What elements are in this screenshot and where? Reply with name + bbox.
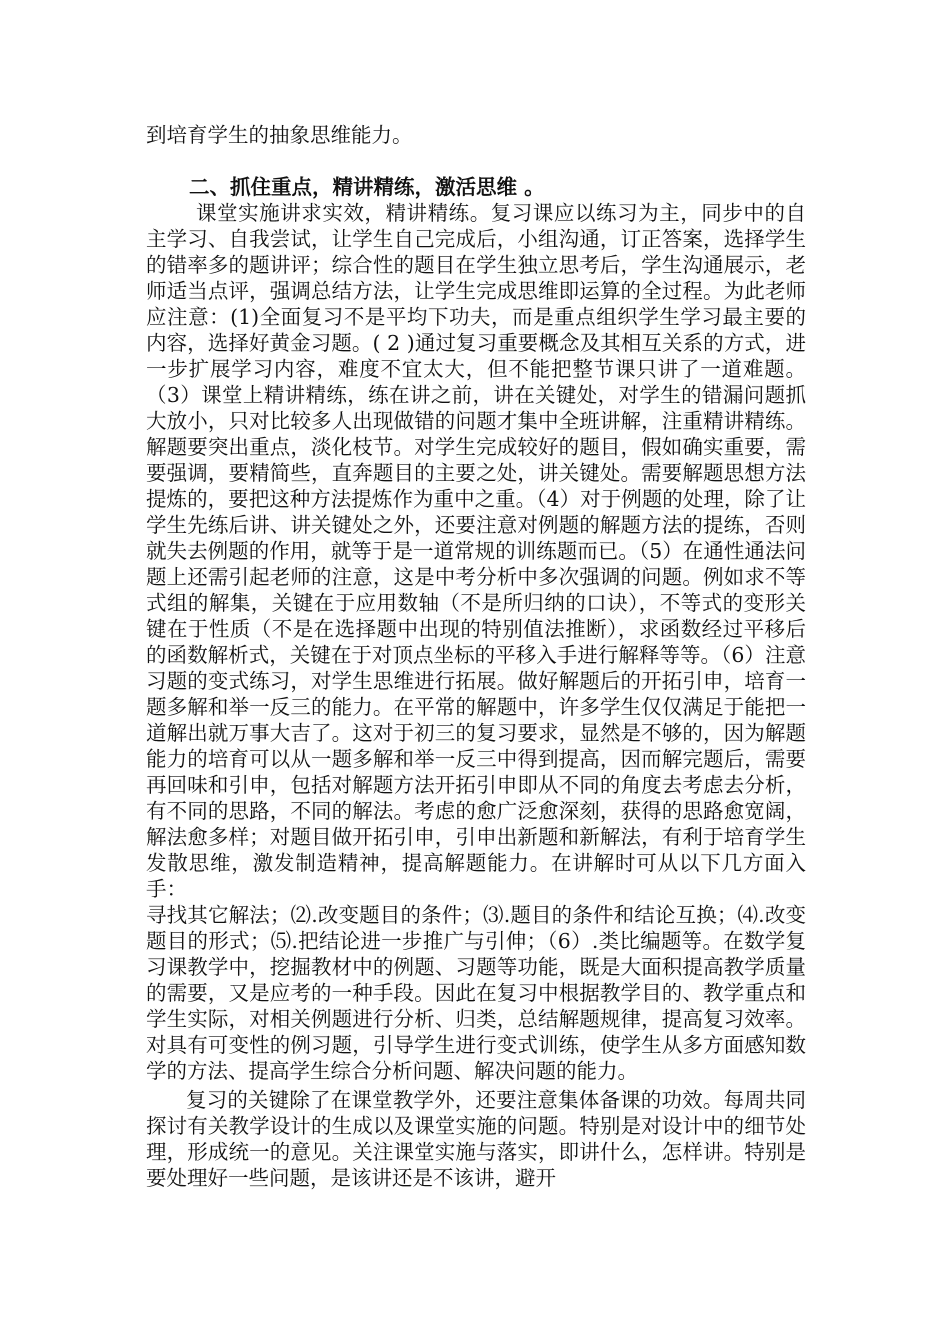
document-body	[146, 122, 806, 1191]
paragraph-1: 课堂实施讲求实效，精讲精练。复习课应以练习为主，同步中的自主学习、自我尝试，让学生自己完成后，小组沟通，订正答案，选择学生的错率多的题讲评；综合性的题目在学生独立思考后，学生沟通展示，老师适当点评，强调总结方法，让学生完成思维即运算的全过程。为此老师应注意：(1)全面复习不是平均下功夫，而是重点组织学生学习最主要的内容，选择好黄金习题。( 2 )通过复习重要概念及其相互关系的方式，进一步扩展学习内容，难度不宜太大，但不能把整节课只讲了一道难题。（3）课堂上精讲精练，练在讲之前，讲在关键处，对学生的错漏问题抓大放小，只对比较多人出现做错的问题才集中全班讲解，注重精讲精练。解题要突出重点，淡化枝节。对学生完成较好的题目，假如确实重要，需要强调，要精简些，直奔题目的主要之处，讲关键处。需要解题思想方法提炼的，要把这种方法提炼作为重中之重。（4）对于例题的处理，除了让学生先练后讲、讲关键处之外，还要注意对例题的解题方法的提练，否则就失去例题的作用，就等于是一道常规的训练题而已。（5）在通性通法问题上还需引起老师的注意，这是中考分析中多次强调的问题。例如求不等式组的解集，关键在于应用数轴（不是所归纳的口诀），不等式的变形关键在于性质（不是在选择题中出现的特别值法推断），求函数经过平移后的函数解析式，关键在于对顶点坐标的平移入手进行解释等等。（6）注意习题的变式练习，对学生思维进行拓展。做好解题后的开拓引申，培育一题多解和举一反三的能力。在平常的解题中，许多学生仅仅满足于能把一道解出就万事大吉了。这对于初三的复习要求，显然是不够的，因为解题能力的培育可以从一题多解和举一反三中得到提高，因而解完题后，需要再回味和引申，包括对解题方法开拓引申即从不同的角度去考虑去分析，有不同的思路，不同的解法。考虑的愈广泛愈深刻，获得的思路愈宽阔，解法愈多样；对题目做开拓引申，引申出新题和新解法，有利于培育学生发散思维，激发制造精神，提高解题能力。在讲解时可从以下几方面入手：	[146, 201, 806, 901]
section-heading: 二、抓住重点，精讲精练，激活思维 。	[189, 175, 545, 199]
paragraph-3: 复习的关键除了在课堂教学外，还要注意集体备课的功效。每周共同探讨有关教学设计的生成以及课堂实施的问题。特别是对设计中的细节处理，形成统一的意见。关注课堂实施与落实，即讲什么，怎样讲。特别是要处理好一些问题，是该讲还是不该讲，避开	[146, 1088, 806, 1190]
paragraph-2: 寻找其它解法；⑵.改变题目的条件；⑶.题目的条件和结论互换；⑷.改变题目的形式；⑸.把结论进一步推广与引伸；（6）.类比编题等。在数学复习课教学中，挖掘教材中的例题、习题等功能，既是大面积提高教学质量的需要，又是应考的一种手段。因此在复习中根据教学目的、教学重点和学生实际，对相关例题进行分析、归类，总结解题规律，提高复习效率。对具有可变性的例习题，引导学生进行变式训练，使学生从多方面感知数学的方法、提高学生综合分析问题、解决问题的能力。	[146, 903, 806, 1083]
opening-line: 到培育学生的抽象思维能力。	[146, 123, 413, 147]
